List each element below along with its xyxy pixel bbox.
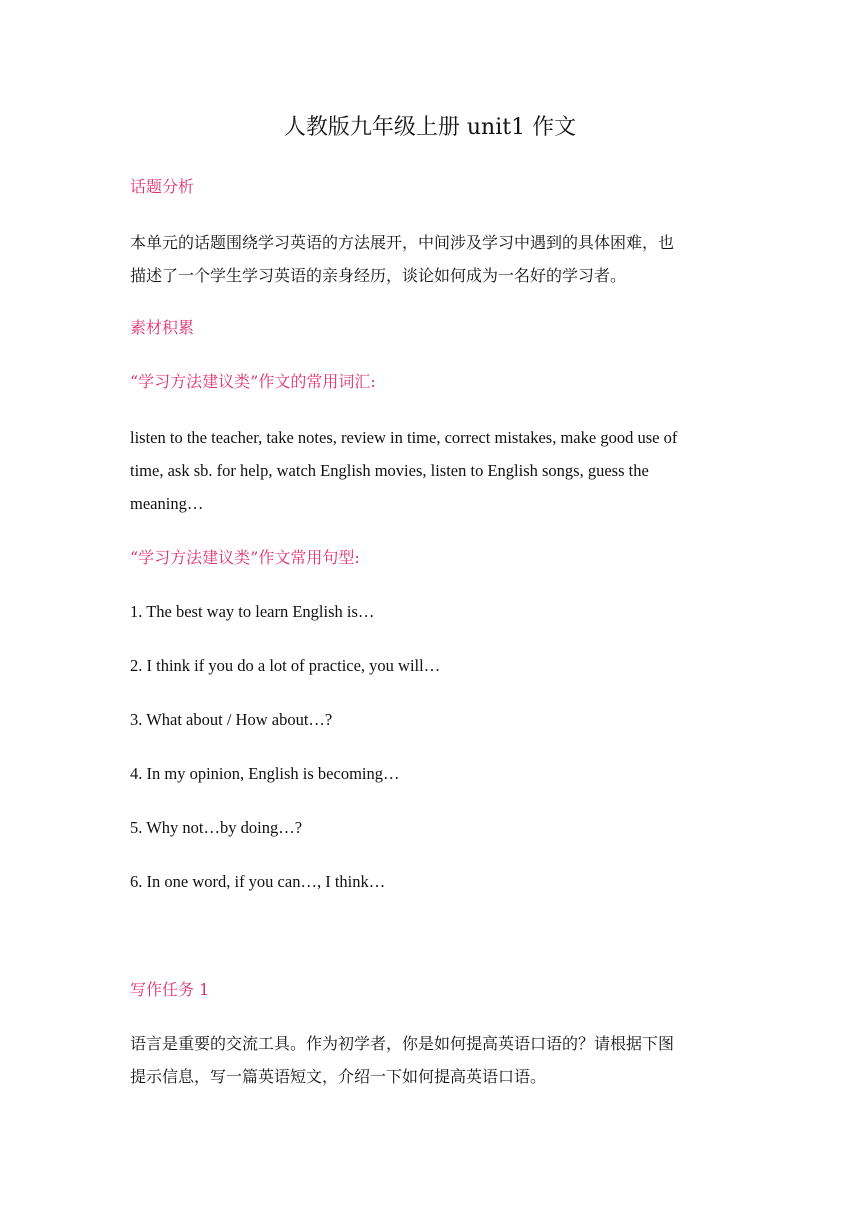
paragraph-line: 描述了一个学生学习英语的亲身经历，谈论如何成为一名好的学习者。 (130, 266, 627, 285)
task1-paragraph (130, 1027, 730, 1093)
paragraph-line: time, ask sb. for help, watch English movies, listen to English songs, guess the (130, 461, 649, 480)
paragraph-line: 本单元的话题围绕学习英语的方法展开，中间涉及学习中遇到的具体困难，也 (130, 233, 675, 252)
paragraph-line: listen to the teacher, take notes, review in time, correct mistakes, make good use of (130, 428, 678, 447)
pattern-item: 4. In my opinion, English is becoming… (130, 764, 400, 783)
pattern-item: 2. I think if you do a lot of practice, you will… (130, 656, 441, 675)
document-title: 人教版九年级上册 unit1 作文 (283, 115, 577, 140)
material-heading: 素材积累 (130, 318, 195, 337)
vocab-heading: “学习方法建议类”作文的常用词汇: (130, 372, 376, 391)
task1-heading: 写作任务 1 (130, 980, 210, 999)
paragraph-line: 语言是重要的交流工具。作为初学者，你是如何提高英语口语的？请根据下图 (130, 1034, 675, 1053)
pattern-item: 3. What about / How about…? (130, 710, 333, 729)
pattern-item: 5. Why not…by doing…? (130, 818, 303, 837)
topic-analysis-heading: 话题分析 (130, 177, 195, 196)
paragraph-line: meaning… (130, 494, 204, 513)
paragraph-line: 提示信息，写一篇英语短文，介绍一下如何提高英语口语。 (130, 1067, 547, 1086)
pattern-item: 1. The best way to learn English is… (130, 602, 375, 621)
pattern-item: 6. In one word, if you can…, I think… (130, 872, 386, 891)
topic-analysis-paragraph (130, 226, 730, 292)
patterns-heading: “学习方法建议类”作文常用句型: (130, 548, 360, 567)
vocab-paragraph (130, 421, 730, 520)
